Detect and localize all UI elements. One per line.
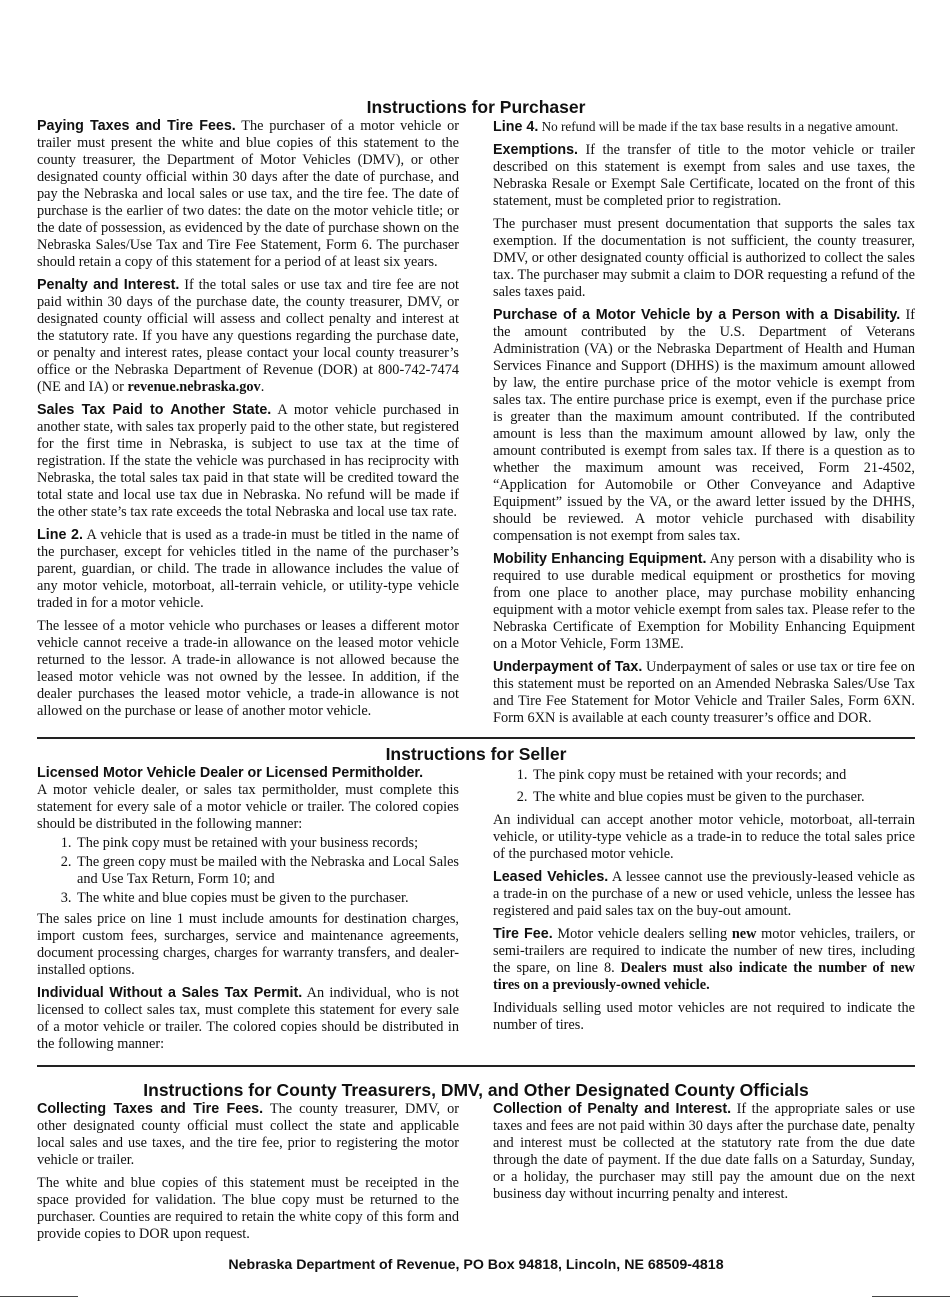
county-columns <box>37 1101 915 1249</box>
exemptions-paragraph <box>493 142 915 210</box>
instructions-page <box>37 96 915 1273</box>
line4-text: No refund will be made if the tax base results in a negative amount. <box>538 119 899 134</box>
individual-text: An individual, who is not licensed to collect sales tax, must complete this statement for every sale of a motor vehicle or trailer. The colored copies should be distributed in the following manner: <box>37 985 459 1052</box>
purchaser-section-title: Instructions for Purchaser <box>366 97 586 117</box>
line4-heading: Line 4. <box>493 119 539 135</box>
licensed-dealer-text: A motor vehicle dealer, or sales tax permitholder, must complete this statement for every sale of a motor vehicle or trailer. The colored copies should be distributed in the following manner: <box>37 782 459 832</box>
penalty-text: If the total sales or use tax and tire fee are not paid within 30 days of the purchase date, the county treasurer, DMV, or designated county official will assess and collect penalty and interest at the statutory rate. If you have any questions regarding the purchase date, or penalty and interest rates, please contact your local county treasurer’s office or the Nebraska Department of Revenue (DOR) at 800-742-7474 (NE and IA) or <box>37 277 459 395</box>
seller-right-column <box>493 765 915 1040</box>
underpayment-heading: Underpayment of Tax. <box>493 659 643 675</box>
corner-mark-left <box>0 1296 78 1297</box>
collection-paragraph <box>493 1101 915 1203</box>
list-item: 2. The white and blue copies must be given to the purchaser. <box>531 789 915 806</box>
copies-paragraph: The white and blue copies of this statement must be receipted in the space provided for validation. The blue copy must be returned to the purchaser. Counties are required to retain the white copy of this form and provide copies to DOR upon request. <box>37 1175 459 1242</box>
paying-taxes-paragraph <box>37 118 459 271</box>
section-divider <box>37 737 915 739</box>
paying-taxes-text: The purchaser of a motor vehicle or trailer must present the white and blue copies of this statement to the county treasurer, the Department of Motor Vehicles (DMV), or other designated county official within 30 days after the date of purchase, and pay the Nebraska and local sales or use tax, and the tire fee. The date of purchase is the earlier of two dates: the date on the motor vehicle title; or the date of possession, as evidenced by the date of purchase shown on the Nebraska Sales/Use Tax and Tire Fee Statement, Form 6. The purchaser should retain a copy of this statement for a period of at least six years. <box>37 118 460 270</box>
licensed-dealer-heading: Licensed Motor Vehicle Dealer or Licensed Permitholder. <box>37 765 424 781</box>
seller-section-title: Instructions for Seller <box>385 744 567 764</box>
exemptions-heading: Exemptions. <box>493 142 579 158</box>
individual-list <box>493 767 915 806</box>
tire-fee-new-word: new <box>731 926 757 942</box>
county-left-column <box>37 1101 459 1249</box>
disability-heading: Purchase of a Motor Vehicle by a Person with a Disability. <box>493 307 901 323</box>
leased-text: A lessee cannot use the previously-leased vehicle as a trade-in on the purchase of a new or used vehicle, unless the lessee has registered and paid sales tax on the buy-out amount. <box>493 869 916 919</box>
seller-columns <box>37 765 915 1059</box>
tire-fee-paragraph <box>493 926 915 994</box>
collecting-text: The county treasurer, DMV, or other designated county official must collect the state and applicable local sales and use taxes, and the tire fee, prior to registering the motor vehicle or trailer. <box>37 1101 459 1168</box>
mobility-heading: Mobility Enhancing Equipment. <box>493 551 707 567</box>
line4-paragraph <box>493 118 915 136</box>
underpayment-paragraph <box>493 659 915 727</box>
collecting-paragraph <box>37 1101 459 1169</box>
list-item: 1. The pink copy must be retained with your business records; <box>75 835 459 852</box>
section-divider <box>37 1065 915 1067</box>
line2-paragraph <box>37 527 459 612</box>
tire-fee-heading: Tire Fee. <box>493 926 553 942</box>
mobility-paragraph <box>493 551 915 653</box>
county-right-column <box>493 1101 915 1209</box>
sales-price-paragraph: The sales price on line 1 must include amounts for destination charges, import custom fees, surcharges, service and maintenance agreements, document processing charges, charges for warranty transfers, and dealer-installed options. <box>37 911 459 978</box>
purchaser-right-column <box>493 118 915 733</box>
seller-left-column <box>37 765 459 1059</box>
licensed-dealer-list <box>37 835 459 907</box>
purchaser-columns <box>37 118 915 733</box>
penalty-heading: Penalty and Interest. <box>37 277 180 293</box>
another-state-heading: Sales Tax Paid to Another State. <box>37 402 272 418</box>
underpayment-text: Underpayment of sales or use tax or tire fee on this statement must be reported on an Amended Nebraska Sales/Use Tax and Tire Fee Statement for Motor Vehicle and Trailer Sales, Form 6XN. Form 6XN is available at each county treasurer’s office and DOR. <box>493 659 915 726</box>
list-item: 2. The green copy must be mailed with the Nebraska and Local Sales and Use Tax Return, Form 10; and <box>75 854 459 888</box>
tire-fee-text-a: Motor vehicle dealers selling <box>552 926 732 942</box>
another-state-paragraph <box>37 402 459 521</box>
leased-heading: Leased Vehicles. <box>493 869 609 885</box>
line2-text: A vehicle that is used as a trade-in must be titled in the name of the purchaser, except for vehicles titled in the name of the purchaser’s parent, guardian, or child. The trade in allowance includes the value of any motor vehicle, motorboat, all-terrain vehicle, or utility-type vehicle traded in for a motor vehicle. <box>37 527 459 611</box>
penalty-end: . <box>260 379 265 395</box>
county-section-title: Instructions for County Treasurers, DMV, and Other Designated County Officials <box>143 1080 809 1100</box>
penalty-paragraph <box>37 277 459 396</box>
footer-address: Nebraska Department of Revenue, PO Box 94818, Lincoln, NE 68509-4818 <box>228 1257 724 1273</box>
documentation-paragraph: The purchaser must present documentation that supports the sales tax exemption. If the documentation is not sufficient, the county treasurer, DMV, or other designated county official is authorized to collect the sales tax. The purchaser may submit a claim to DOR requesting a refund of the sales taxes paid. <box>493 216 915 300</box>
corner-mark-right <box>872 1296 950 1297</box>
disability-text: If the amount contributed by the U.S. Department of Veterans Administration (VA) or the Nebraska Department of Health and Human Services Finance and Support (DHHS) is the maximum amount allowed by law, the entire purchase price of the motor vehicle is exempt from sales tax. The entire purchase price is exempt, even if the purchase price is greater than the maximum amount contributed. If the contributed amount is less than the maximum amount allowed by law, only the amount contributed is exempt from sales tax. If there is a question as to whether the maximum amount was received, Form 21-4502, “Application for Automobile or Other Conveyance and Adaptive Equipment” issued by the VA, or the award letter issued by the DHHS, should be reviewed. A motor vehicle purchased with disability compensation is not exempt from sales tax. <box>493 307 915 544</box>
tire-fee-bold-end: Dealers must also indicate the number of new tires on a previously-owned vehicle. <box>493 960 915 993</box>
disability-paragraph <box>493 307 915 545</box>
list-item: 3. The white and blue copies must be given to the purchaser. <box>75 890 459 907</box>
purchaser-left-column <box>37 118 459 726</box>
collection-text: If the appropriate sales or use taxes and fees are not paid within 30 days after the purchase date, penalty and interest must be collected at the statutory rate from the due date through the date of payment. If the due date falls on a Saturday, Sunday, or a holiday, the purchaser may still pay the amount due on the next business day without incurring penalty and interest. <box>493 1101 915 1202</box>
leased-paragraph <box>493 869 915 920</box>
tradein-paragraph: An individual can accept another motor vehicle, motorboat, all-terrain vehicle, or utility-type vehicle as a trade-in to reduce the total sales price of the purchased motor vehicle. <box>493 812 915 862</box>
lessee-paragraph: The lessee of a motor vehicle who purchases or leases a different motor vehicle cannot receive a trade-in allowance on the leased motor vehicle returned to the lessor. A trade-in allowance is not allowed because the leased motor vehicle was not owned by the lessee. In addition, if the dealer purchases the leased motor vehicle, a trade-in allowance is not allowed on the purchase or lease of another motor vehicle. <box>37 618 459 719</box>
paying-taxes-heading: Paying Taxes and Tire Fees. <box>37 118 236 134</box>
collecting-heading: Collecting Taxes and Tire Fees. <box>37 1101 264 1117</box>
list-item: 1. The pink copy must be retained with your records; and <box>531 767 915 784</box>
collection-heading: Collection of Penalty and Interest. <box>493 1101 732 1117</box>
individual-heading: Individual Without a Sales Tax Permit. <box>37 985 303 1001</box>
individual-paragraph <box>37 985 459 1053</box>
revenue-website-link[interactable]: revenue.nebraska.gov <box>127 379 261 395</box>
line2-heading: Line 2. <box>37 527 83 543</box>
another-state-text: A motor vehicle purchased in another state, with sales tax properly paid to the other state, but registered for the first time in Nebraska, is subject to use tax at the time of registration. If the state the vehicle was purchased in has reciprocity with Nebraska, the total sales tax paid in that state will be credited toward the total state and local use tax due in Nebraska. No refund will be made if the other state’s tax rate exceeds the total Nebraska and local use tax rate. <box>37 402 459 520</box>
exemptions-text: If the transfer of title to the motor vehicle or trailer described on this statement is exempt from sales and use taxes, the Nebraska Resale or Exempt Sale Certificate, located on the front of this statement, must be completed prior to registration. <box>493 142 915 209</box>
used-vehicles-paragraph: Individuals selling used motor vehicles are not required to indicate the number of tires. <box>493 1000 915 1033</box>
tire-fee-text-b: motor vehicles, trailers, or semi-trailers are required to indicate the number of new tires, including the spare, on line 8. <box>493 926 915 976</box>
mobility-text: Any person with a disability who is required to use durable medical equipment or prosthetics for moving from one place to another place, may purchase mobility enhancing equipment with a motor vehicle exempt from sales tax. Please refer to the Nebraska Certificate of Exemption for Mobility Enhancing Equipment on a Motor Vehicle, Form 13ME. <box>493 551 915 652</box>
